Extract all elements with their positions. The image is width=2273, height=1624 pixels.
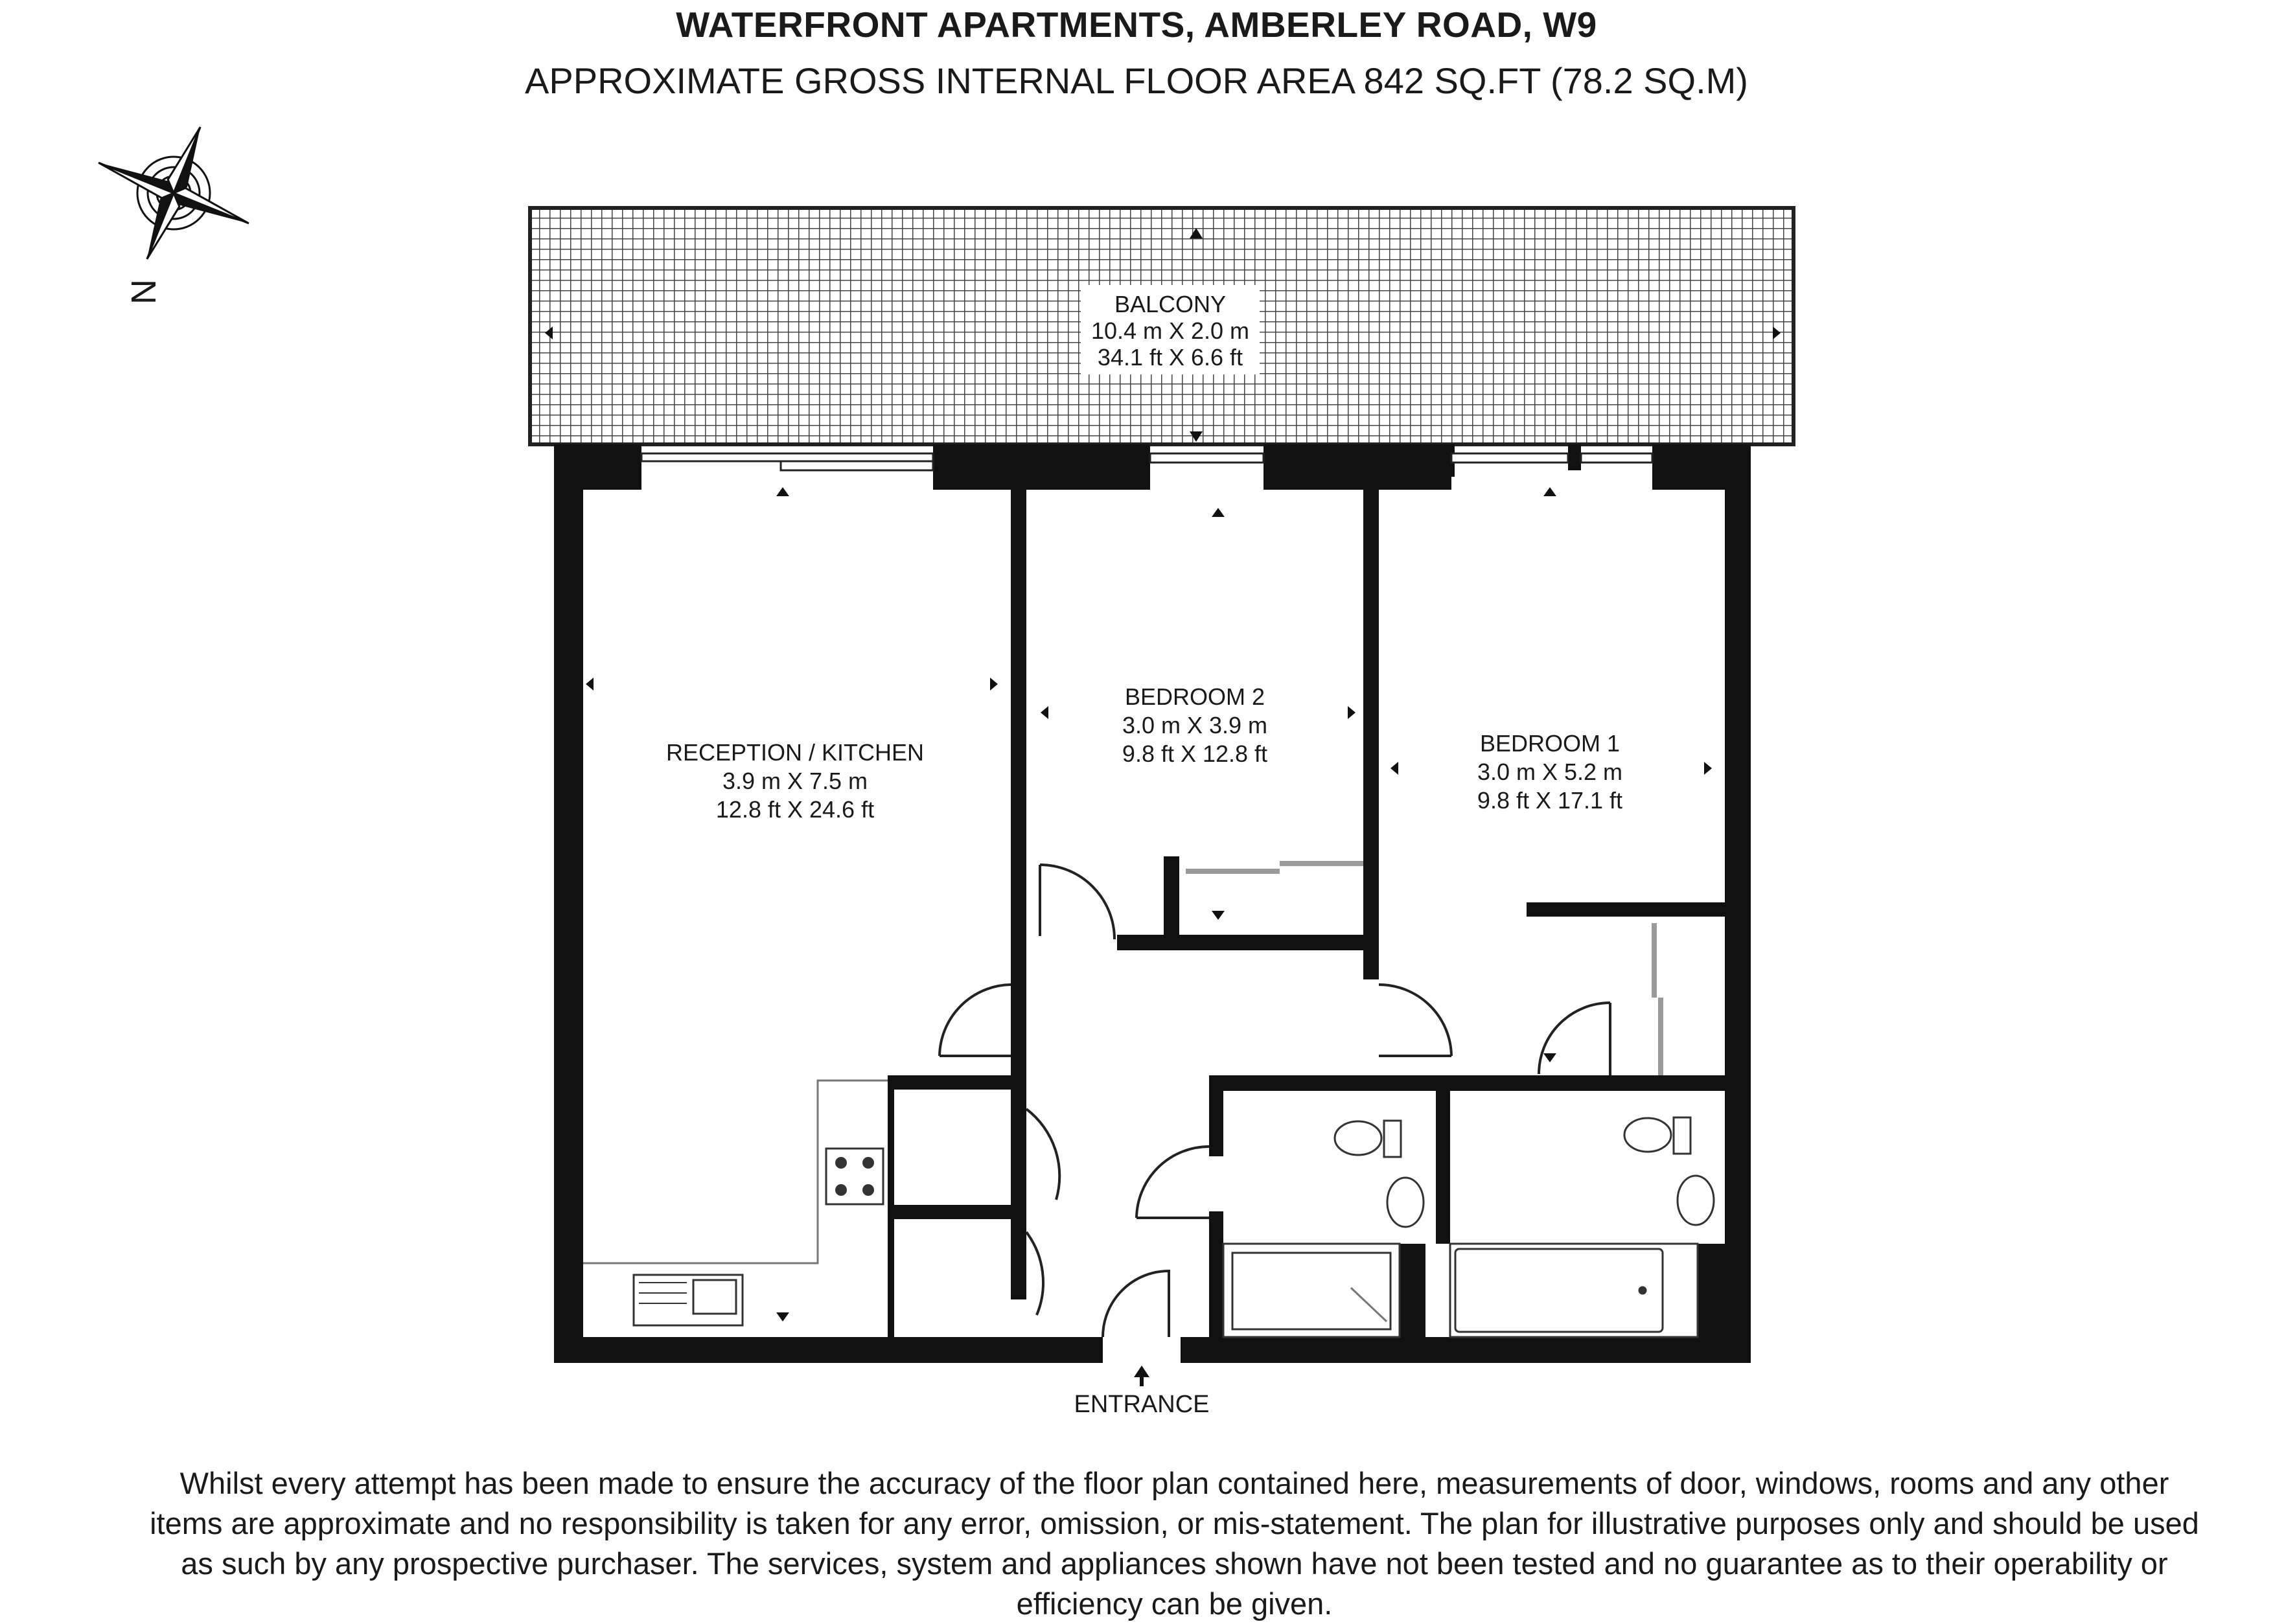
bedroom1-imperial: 9.8 ft X 17.1 ft: [1477, 787, 1623, 814]
room-bedroom-1: [1477, 730, 1622, 814]
bedroom1-metric: 3.0 m X 5.2 m: [1477, 759, 1623, 785]
toilet-icon: [1335, 1117, 1690, 1157]
disclaimer-text: Whilst every attempt has been made to ensure the accuracy of the floor plan contained here, measurements of door, windows, rooms and any other items are approximate and no responsibility is taken for any error, omission, or mis-statement. The plan for illustrative purposes only and should be used as such by any prospective purchaser. The services, system and appliances shown have not been tested and no guarantee as to their operability or efficiency can be given.: [150, 1466, 2199, 1621]
bathtub-icon: [1450, 1244, 1698, 1337]
plan-title: WATERFRONT APARTMENTS, AMBERLEY ROAD, W9: [676, 5, 1597, 45]
floor-area-subtitle: APPROXIMATE GROSS INTERNAL FLOOR AREA 842 SQ.FT (78.2 SQ.M): [525, 60, 1748, 101]
entrance-label: ENTRANCE: [1074, 1391, 1210, 1418]
shower-tray-icon: [1223, 1244, 1400, 1337]
reception-name: RECEPTION / KITCHEN: [665, 739, 925, 766]
bedroom2-imperial: 9.8 ft X 12.8 ft: [1122, 740, 1268, 767]
bedroom2-metric: 3.0 m X 3.9 m: [1122, 712, 1268, 738]
compass-north-label: N: [124, 279, 163, 304]
balcony-imperial: 34.1 ft X 6.6 ft: [1097, 344, 1243, 371]
compass-rose-icon: [95, 123, 252, 263]
walls: [554, 444, 1751, 1363]
wardrobe-doors: [1186, 863, 1661, 1075]
sink-icon: [634, 1275, 743, 1325]
balcony: [530, 208, 1794, 444]
entrance-marker: [1074, 1366, 1209, 1418]
reception-metric: 3.9 m X 7.5 m: [722, 768, 868, 794]
room-reception-kitchen: [666, 739, 924, 823]
balcony-name: BALCONY: [1114, 291, 1227, 317]
reception-imperial: 12.8 ft X 24.6 ft: [715, 796, 875, 823]
balcony-metric: 10.4 m X 2.0 m: [1090, 317, 1250, 344]
hob-icon: [826, 1149, 883, 1204]
room-bedroom-2: [1122, 683, 1267, 767]
bedroom1-name: BEDROOM 1: [1479, 730, 1621, 757]
bedroom2-name: BEDROOM 2: [1124, 683, 1265, 710]
entrance-arrow-icon: [1134, 1366, 1149, 1377]
